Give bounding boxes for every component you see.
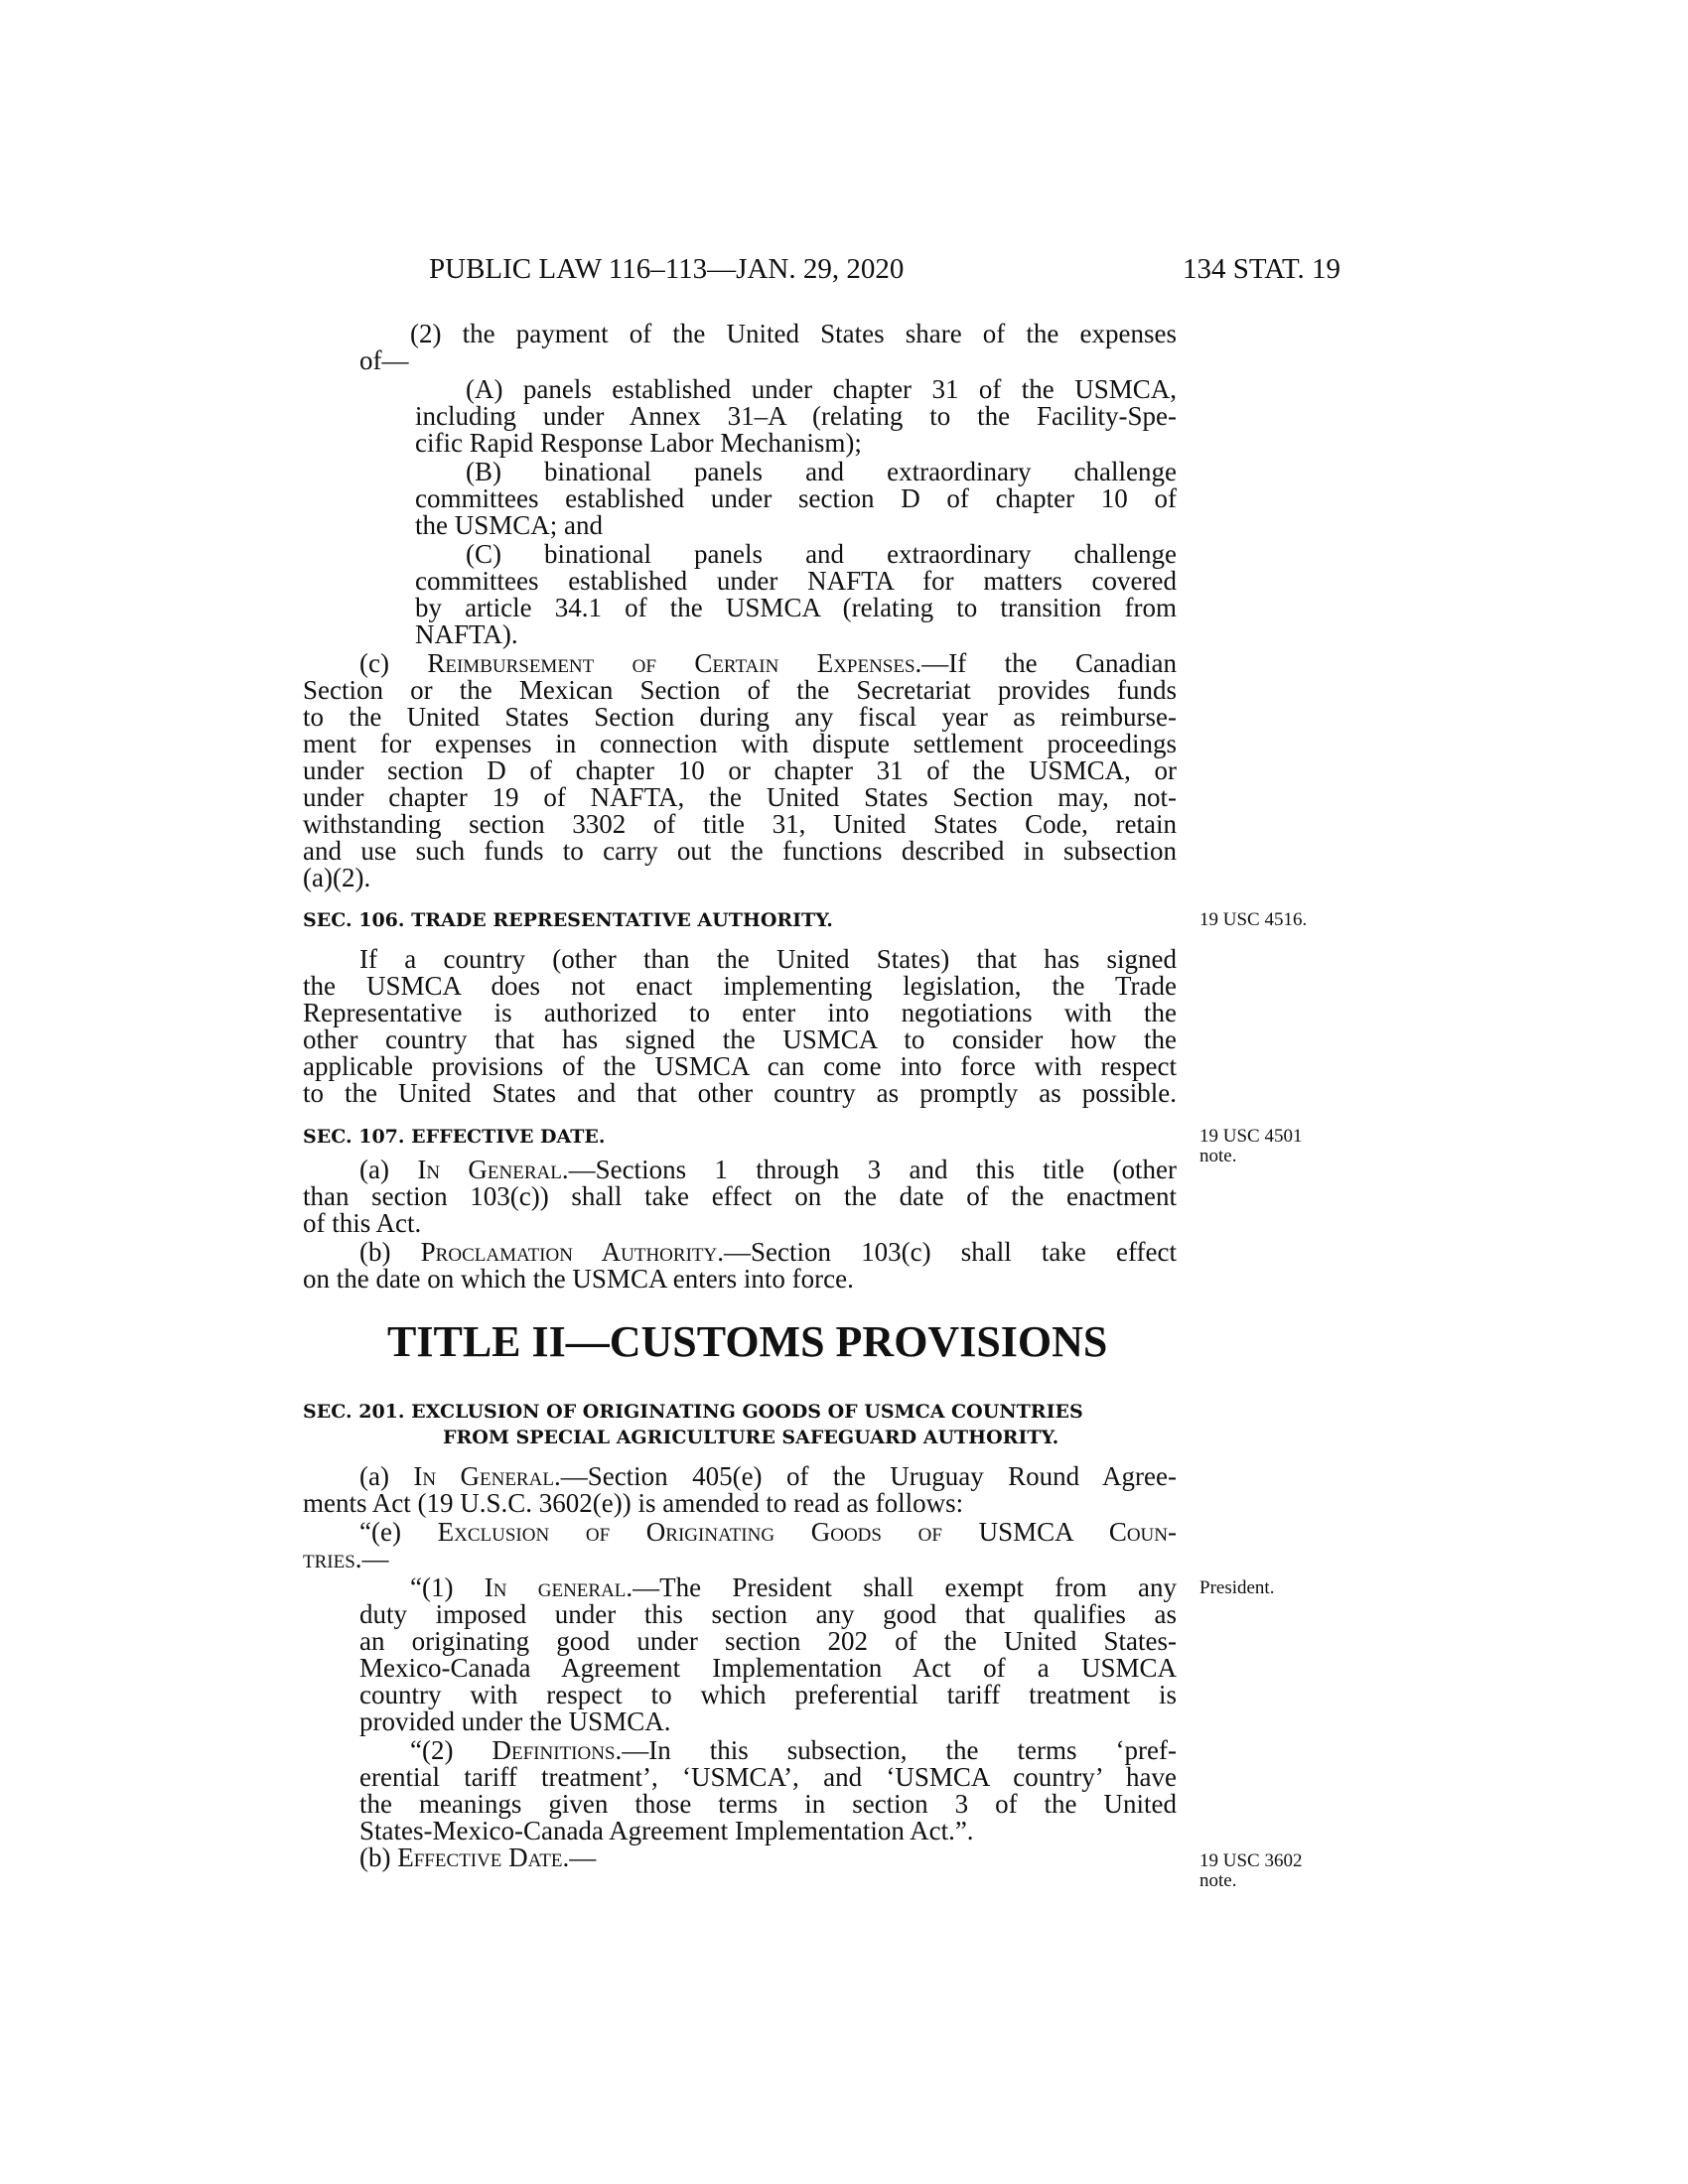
text-line: than section 103(c)) shall take effect on the date of the enactment: [303, 1181, 1177, 1211]
text-run: .—Section 103(c) shall take effect: [717, 1237, 1178, 1267]
page-header-stat: 134 STAT. 19: [1183, 253, 1341, 285]
text-line: by article 34.1 of the USMCA (relating to transition from: [415, 593, 1177, 622]
text-line: under chapter 19 of NAFTA, the United States Section may, not-: [303, 782, 1177, 812]
text-line: and use such funds to carry out the functions described in subsection: [303, 836, 1177, 866]
text-run: .—The President shall exempt from any: [626, 1572, 1177, 1602]
text-line: applicable provisions of the USMCA can come into force with respect: [303, 1051, 1177, 1081]
subsection-label: (a): [359, 1461, 414, 1491]
margin-note: note.: [1199, 1146, 1237, 1166]
text-line: Section or the Mexican Section of the Secretariat provides funds: [303, 675, 1177, 705]
paragraph-2-first-line: [410, 1737, 1177, 1764]
margin-note: note.: [1199, 1870, 1237, 1891]
subsection-c-first-line: [359, 650, 1177, 677]
subsection-label: (a): [359, 1155, 418, 1184]
text-line: Representative is authorized to enter into negotiations with the: [303, 998, 1177, 1027]
text-line: the USMCA; and: [415, 510, 603, 540]
title-heading: TITLE II—CUSTOMS PROVISIONS: [387, 1317, 1108, 1366]
text-run: .—Section 405(e) of the Uruguay Round Agree-: [553, 1461, 1177, 1491]
subsection-heading: In General: [413, 1461, 554, 1491]
text-line: (A) panels established under chapter 31 of the USMCA,: [466, 374, 1177, 404]
text-line: committees established under NAFTA for matters covered: [415, 566, 1177, 596]
text-line: of—: [359, 345, 409, 375]
section-heading: SEC. 107. EFFECTIVE DATE.: [303, 1126, 606, 1148]
text-run: .—In this subsection, the terms ‘pref-: [615, 1735, 1178, 1765]
text-line: provided under the USMCA.: [359, 1706, 671, 1736]
paragraph-label: “(1): [410, 1572, 485, 1602]
text-line: on the date on which the USMCA enters into force.: [303, 1264, 854, 1294]
text-line: country with respect to which preferential tariff treatment is: [359, 1680, 1177, 1709]
text-line: Mexico-Canada Agreement Implementation Act of a USMCA: [359, 1653, 1177, 1683]
subsection-heading: In General: [417, 1155, 562, 1184]
text-run: .—: [354, 1544, 389, 1573]
text-line: withstanding section 3302 of title 31, United States Code, retain: [303, 809, 1177, 839]
text-line: States-Mexico-Canada Agreement Implementation Act.”.: [359, 1816, 974, 1845]
text-line: duty imposed under this section any good that qualifies as: [359, 1599, 1177, 1629]
paragraph-1-first-line: [410, 1574, 1177, 1601]
paragraph-label: “(2): [410, 1735, 492, 1765]
paragraph-heading: Definitions: [492, 1735, 616, 1765]
subsection-heading: Reimbursement of Certain Expenses: [427, 648, 915, 678]
text-line: under section D of chapter 10 or chapter 31 of the USMCA, or: [303, 755, 1177, 785]
text-line: (C) binational panels and extraordinary challenge: [466, 539, 1177, 569]
text-line: of this Act.: [303, 1208, 422, 1238]
text-line: [303, 1546, 389, 1572]
text-line: committees established under section D of chapter 10 of: [415, 483, 1177, 513]
text-line: NAFTA).: [415, 619, 518, 649]
text-line: (a)(2).: [303, 863, 371, 892]
text-line: (B) binational panels and extraordinary challenge: [466, 457, 1177, 486]
text-line: ments Act (19 U.S.C. 3602(e)) is amended to read as follows:: [303, 1488, 964, 1518]
text-line: the USMCA does not enact implementing legislation, the Trade: [303, 971, 1177, 1001]
subsection-b-first-line: [359, 1239, 1177, 1266]
subsection-heading: tries: [303, 1544, 355, 1573]
text-line: If a country (other than the United States) that has signed: [359, 944, 1177, 974]
section-heading: FROM SPECIAL AGRICULTURE SAFEGUARD AUTHORITY.: [443, 1427, 1059, 1448]
text-run: .—If the Canadian: [914, 648, 1177, 678]
text-line: the meanings given those terms in section 3 of the United: [359, 1789, 1177, 1819]
subsection-heading: Effective Date: [397, 1843, 563, 1872]
subsection-label: (b): [359, 1843, 398, 1872]
text-line: (2) the payment of the United States share of the expenses: [410, 319, 1177, 348]
paragraph-heading: In general: [484, 1572, 627, 1602]
subsection-heading: Exclusion of Originating Goods of USMCA Coun-: [437, 1517, 1177, 1547]
text-line: erential tariff treatment’, ‘USMCA’, and ‘USMCA country’ have: [359, 1762, 1177, 1792]
subsection-a-first-line: [359, 1463, 1177, 1490]
text-line: to the United States Section during any fiscal year as reimburse-: [303, 702, 1177, 732]
text-line: ment for expenses in connection with dispute settlement proceedings: [303, 729, 1177, 758]
subsection-label: (b): [359, 1237, 421, 1267]
section-heading: SEC. 201. EXCLUSION OF ORIGINATING GOODS OF USMCA COUNTRIES: [303, 1401, 1083, 1423]
margin-note: President.: [1199, 1577, 1275, 1598]
subsection-e-first-line: [359, 1519, 1177, 1546]
text-line: including under Annex 31–A (relating to the Facility-Spe-: [415, 401, 1177, 431]
text-line: other country that has signed the USMCA to consider how the: [303, 1024, 1177, 1054]
margin-note: 19 USC 4501: [1199, 1126, 1303, 1147]
text-line: an originating good under section 202 of the United States-: [359, 1626, 1177, 1656]
subsection-b-line: [359, 1844, 596, 1871]
text-line: cific Rapid Response Labor Mechanism);: [415, 428, 862, 458]
text-run: .—: [562, 1843, 597, 1872]
page-header-law: PUBLIC LAW 116–113—JAN. 29, 2020: [429, 253, 905, 285]
text-line: to the United States and that other country as promptly as possible.: [303, 1078, 1177, 1108]
subsection-label: (c): [359, 648, 428, 678]
text-run: .—Sections 1 through 3 and this title (other: [561, 1155, 1177, 1184]
margin-note: 19 USC 3602: [1199, 1850, 1303, 1871]
margin-note: 19 USC 4516.: [1199, 909, 1308, 930]
subsection-label: “(e): [359, 1517, 438, 1547]
subsection-heading: Proclamation Authority: [420, 1237, 718, 1267]
subsection-a-first-line: [359, 1157, 1177, 1183]
section-heading: SEC. 106. TRADE REPRESENTATIVE AUTHORITY.: [303, 909, 833, 931]
